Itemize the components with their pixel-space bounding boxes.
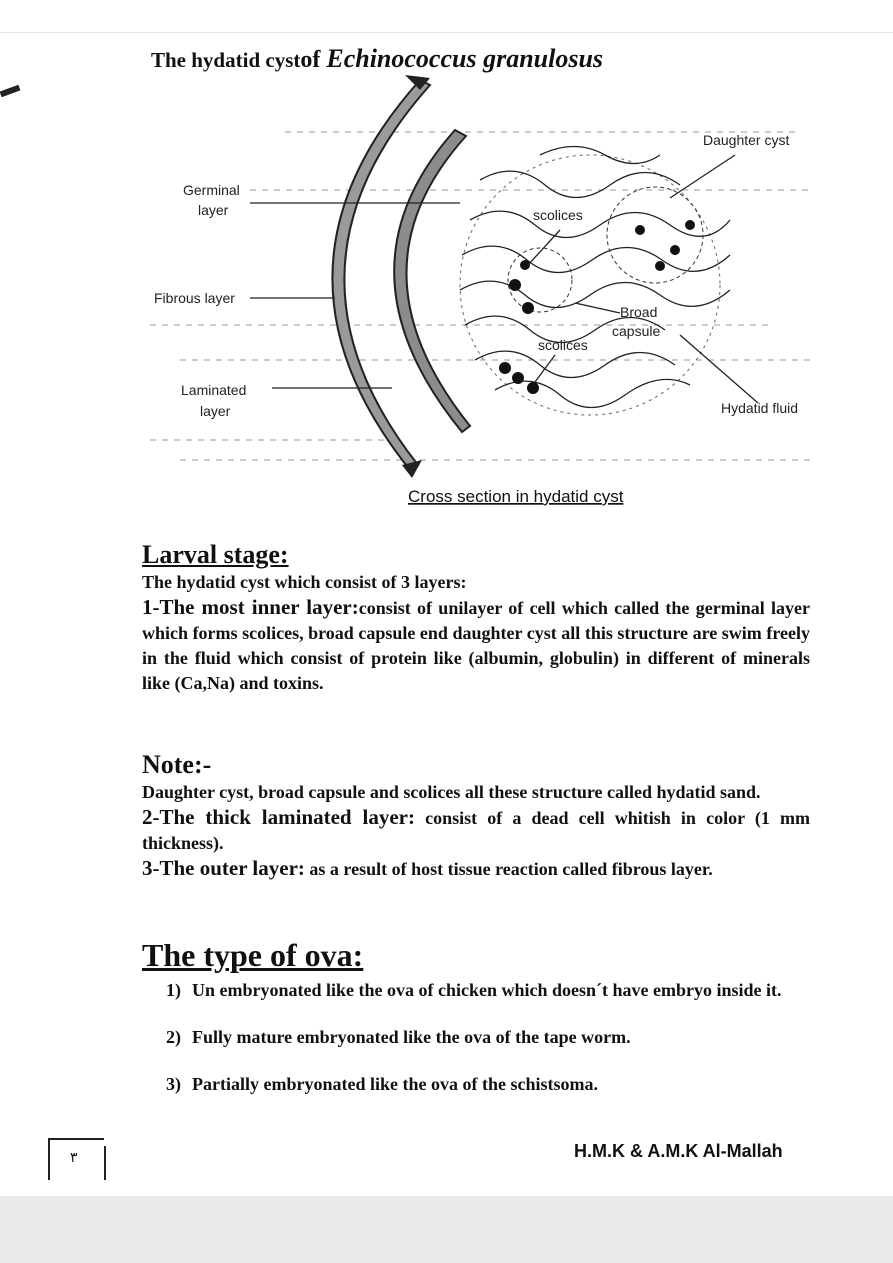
diagram-caption: Cross section in hydatid cyst bbox=[408, 487, 624, 506]
label-germinal-2: layer bbox=[198, 202, 229, 218]
label-capsule: capsule bbox=[612, 323, 661, 339]
label-fibrous: Fibrous layer bbox=[154, 290, 235, 306]
item-2-lead: 2-The thick laminated layer: bbox=[142, 805, 415, 829]
note-heading: Note:- bbox=[142, 750, 212, 779]
scolices-marks bbox=[499, 220, 695, 394]
ova-section bbox=[142, 938, 810, 1119]
cyst-interior bbox=[460, 155, 720, 415]
label-daughter-cyst: Daughter cyst bbox=[703, 132, 790, 148]
title-part-2: of bbox=[300, 47, 327, 73]
ova-item-text: Fully mature embryonated like the ova of the tape worm. bbox=[192, 1027, 631, 1047]
ova-list bbox=[142, 978, 810, 1097]
item-2-text: consist of a dead cell whitish in color (1 mm thickness). bbox=[142, 808, 810, 853]
label-germinal-1: Germinal bbox=[183, 182, 240, 198]
hydatid-cyst-diagram bbox=[0, 70, 893, 515]
larval-heading: Larval stage: bbox=[142, 540, 289, 569]
ova-item-text: Partially embryonated like the ova of the schistsoma. bbox=[192, 1074, 598, 1094]
note-item-2 bbox=[142, 805, 810, 856]
ova-item bbox=[142, 1025, 810, 1050]
title-part-1: The hydatid cyst bbox=[151, 48, 301, 72]
author-signature: H.M.K & A.M.K Al-Mallah bbox=[574, 1141, 783, 1161]
larval-intro: The hydatid cyst which consist of 3 layers: bbox=[142, 572, 467, 592]
ova-item-number: 2) bbox=[166, 1027, 181, 1047]
ova-item-number: 1) bbox=[166, 980, 181, 1000]
note-item-3 bbox=[142, 856, 810, 882]
larval-item-1 bbox=[142, 595, 810, 696]
item-3-lead: 3-The outer layer: bbox=[142, 856, 305, 880]
larval-section bbox=[142, 540, 810, 696]
ova-item bbox=[142, 1072, 810, 1097]
page-number: ٣ bbox=[70, 1150, 78, 1166]
note-text: Daughter cyst, broad capsule and scolices all these structure called hydatid sand. bbox=[142, 782, 761, 802]
label-laminated-1: Laminated bbox=[181, 382, 247, 398]
scan-margin bbox=[0, 1196, 893, 1263]
ova-item-number: 3) bbox=[166, 1074, 181, 1094]
ova-item-text: Un embryonated like the ova of chicken which doesn´t have embryo inside it. bbox=[192, 980, 782, 1000]
item-1-lead: 1-The most inner layer: bbox=[142, 595, 359, 619]
label-hydatid-fluid: Hydatid fluid bbox=[721, 400, 799, 416]
fibrous-layer-band bbox=[332, 80, 430, 470]
laminated-layer-band bbox=[394, 130, 470, 432]
item-1-text: consist of unilayer of cell which called the germinal layer which forms scolices, broad capsule end daughter cyst all this structure are swim freely in the fluid which consist of protein like (albumin, globulin) in different of minerals like (Ca,Na) and toxins. bbox=[142, 598, 810, 693]
note-section bbox=[142, 750, 810, 882]
background-dashes bbox=[150, 132, 810, 460]
label-scolices-upper: scolices bbox=[533, 207, 583, 223]
item-3-text: as a result of host tissue reaction called fibrous layer. bbox=[304, 859, 713, 879]
label-broad: Broad bbox=[620, 304, 658, 320]
title-species: Echinococcus granulosus bbox=[326, 44, 604, 73]
label-scolices-lower: scolices bbox=[538, 337, 588, 353]
ova-heading: The type of ova: bbox=[142, 937, 364, 973]
label-laminated-2: layer bbox=[200, 403, 231, 419]
ova-item bbox=[142, 978, 810, 1003]
